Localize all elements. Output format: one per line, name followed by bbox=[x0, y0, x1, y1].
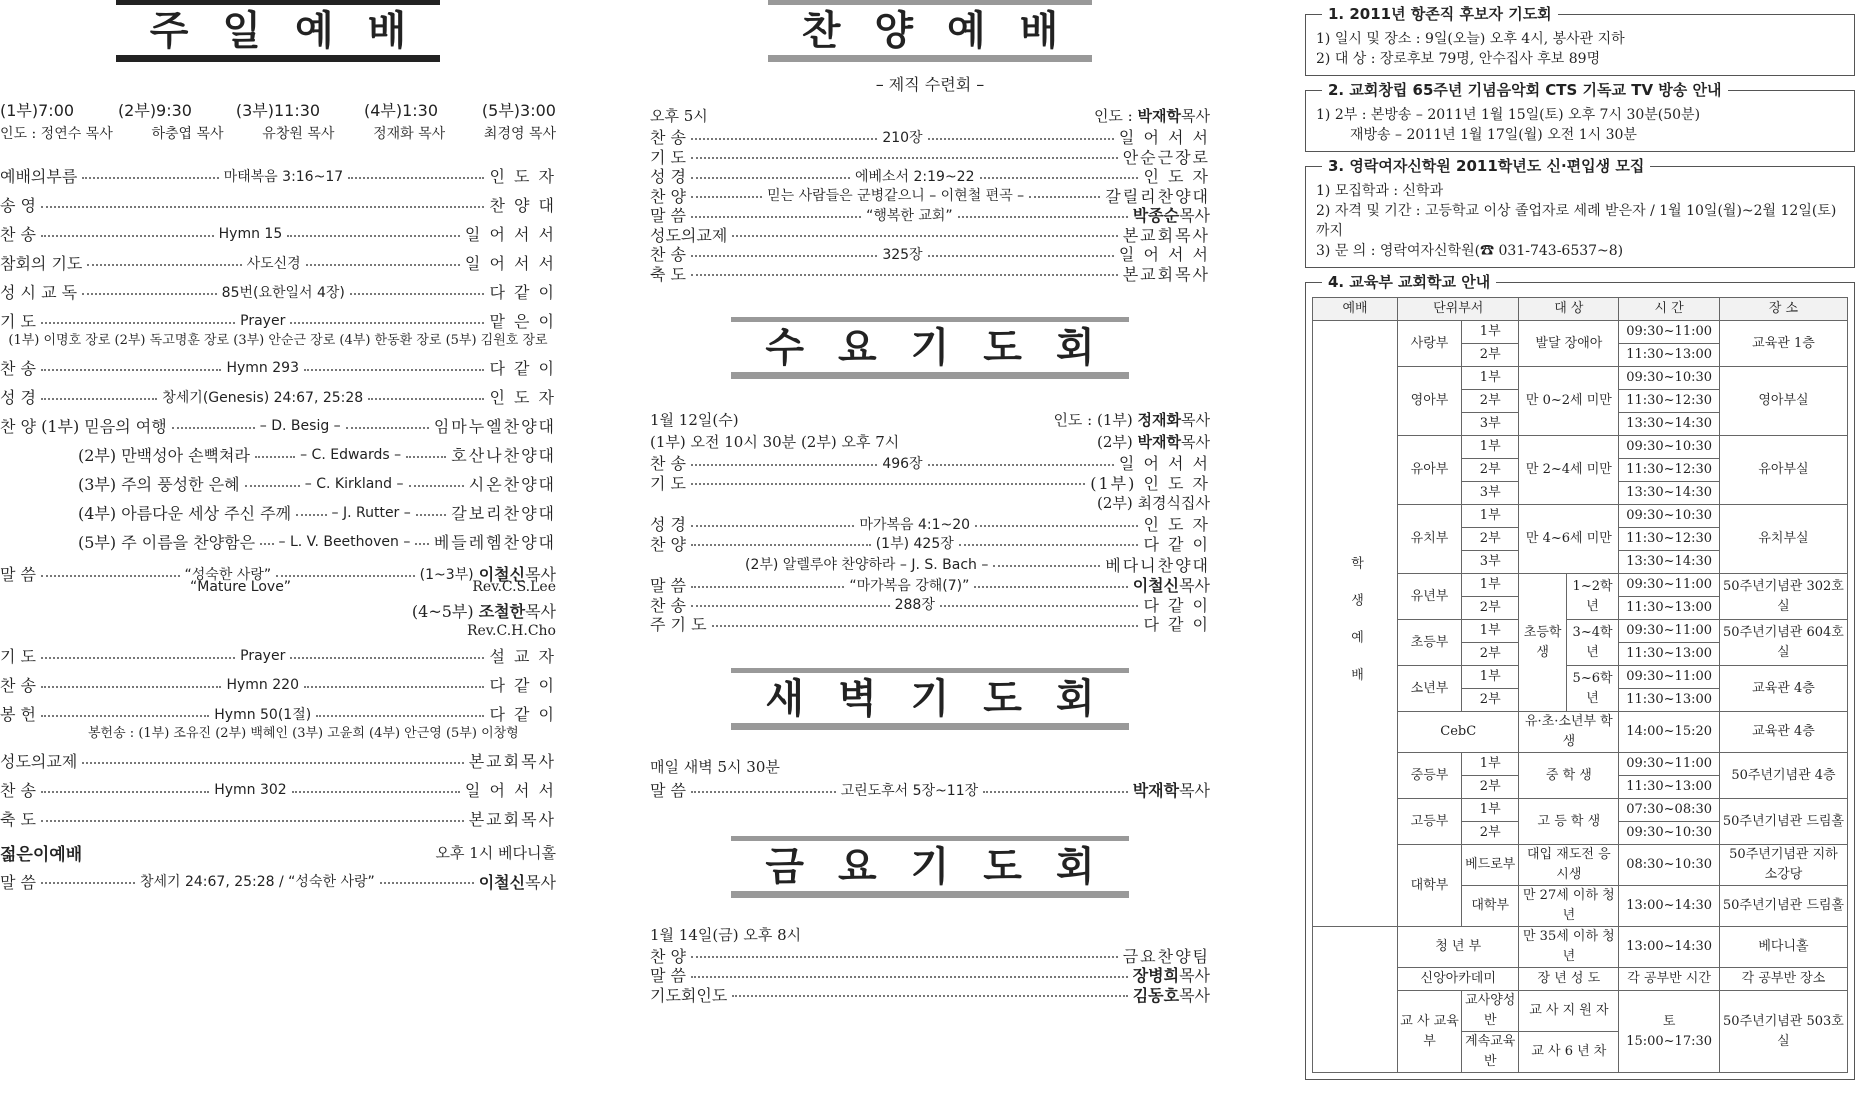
table-cell: 유치부실 bbox=[1719, 505, 1847, 574]
table-cell: 베다니홀 bbox=[1719, 927, 1847, 968]
service-leader: 최경영 목사 bbox=[483, 126, 556, 142]
program-line bbox=[650, 166, 1210, 186]
table-cell: 09:30~11:00 bbox=[1619, 666, 1720, 689]
table-cell: 13:30~14:30 bbox=[1619, 551, 1720, 574]
line-label: (4부) 아름다운 세상 주신 주께 bbox=[78, 504, 292, 523]
table-cell: 50주년기념관 드림홀 bbox=[1719, 799, 1847, 845]
program-line bbox=[650, 264, 1210, 284]
service-time: (2부)9:30 bbox=[117, 101, 192, 120]
line-responsible: 갈보리찬양대 bbox=[451, 504, 556, 523]
notice-2: 2. 교회창립 65주년 기념음악회 CTS 기독교 TV 방송 안내 1) 2부 : 본방송 – 2011년 1월 15일(토) 오후 7시 30분(50분) 재방송 – 2011년 1월 17일(월) 오전 1시 30분 bbox=[1305, 90, 1855, 152]
line-responsible: 다 같 이 bbox=[1143, 595, 1211, 615]
line-content: 창세기(Genesis) 24:67, 25:28 bbox=[162, 389, 364, 406]
program-line bbox=[650, 614, 1210, 634]
table-cell: 교 사 지 원 자 bbox=[1519, 991, 1619, 1032]
table-cell: 2부 bbox=[1462, 689, 1519, 712]
line-label: 찬 송 bbox=[0, 225, 36, 244]
table-cell: 고 등 학 생 bbox=[1519, 799, 1619, 845]
table-cell: 50주년기념관 4층 bbox=[1719, 753, 1847, 799]
line-content: “행복한 교회” bbox=[866, 207, 953, 224]
line-label: 참회의 기도 bbox=[0, 254, 83, 273]
table-cell: 영아부 bbox=[1398, 367, 1462, 436]
table-cell: 2부 bbox=[1462, 822, 1519, 845]
table-cell: 09:30~10:30 bbox=[1619, 822, 1720, 845]
program-line bbox=[650, 205, 1210, 225]
table-cell: 09:30~11:00 bbox=[1619, 753, 1720, 776]
line-content: 210장 bbox=[882, 129, 923, 146]
line-label: 말 씀 bbox=[650, 206, 686, 226]
offering-note: 봉헌송 : (1부) 조유진 (2부) 백혜인 (3부) 고윤희 (4부) 안근영 (5부) 이창형 bbox=[88, 726, 519, 741]
table-cell: 대학부 bbox=[1398, 845, 1462, 927]
wednesday-prayer-banner: 수요기도회 bbox=[650, 317, 1210, 379]
table-cell: 시 간 bbox=[1619, 298, 1720, 321]
service-leader: 유창원 목사 bbox=[262, 126, 335, 142]
line-content: – C. Kirkland – bbox=[304, 475, 404, 492]
order-of-worship bbox=[0, 161, 556, 335]
line-responsible: 본교회목사 bbox=[1122, 225, 1210, 245]
table-cell: 유아부 bbox=[1398, 436, 1462, 505]
program-line bbox=[0, 804, 556, 833]
line-label: 봉 헌 bbox=[0, 705, 36, 724]
table-cell: 각 공부반 장소 bbox=[1719, 968, 1847, 991]
line-label: (2부) 만백성아 손뼉쳐라 bbox=[78, 446, 250, 465]
line-content: 496장 bbox=[882, 455, 923, 472]
line-responsible: 다 같 이 bbox=[1143, 615, 1210, 635]
line-label: 성 경 bbox=[650, 167, 686, 187]
table-cell: 09:30~10:30 bbox=[1619, 436, 1720, 459]
line-content: – D. Besig – bbox=[259, 417, 341, 434]
program-line bbox=[0, 190, 556, 219]
line-responsible: 일 어 서 서 bbox=[464, 781, 556, 800]
table-cell: 사랑부 bbox=[1398, 321, 1462, 367]
table-cell: 토15:00~17:30 bbox=[1619, 991, 1720, 1073]
program-line bbox=[650, 453, 1210, 473]
line-label: 성도의교제 bbox=[650, 225, 728, 245]
table-cell: 09:30~11:00 bbox=[1619, 321, 1720, 344]
table-cell: 교육관 4층 bbox=[1719, 712, 1847, 753]
line-label: 주 기 도 bbox=[650, 615, 707, 635]
notice-3: 3. 영락여자신학원 2011학년도 신·편입생 모집 1) 모집학과 : 신학과 2) 자격 및 기간 : 고등학교 이상 졸업자로 세례 받은자 / 1월 10일(월)~2월 12일(토)까지 3) 문 의 : 영락여자신학원(☎ 031-743-6537~8) bbox=[1305, 166, 1855, 268]
line-responsible: 다 같 이 bbox=[489, 705, 556, 724]
program-line bbox=[0, 440, 556, 469]
table-cell: 09:30~11:00 bbox=[1619, 620, 1720, 643]
dawn-prayer-banner: 새벽기도회 bbox=[650, 668, 1210, 730]
program-line bbox=[650, 147, 1210, 167]
table-cell: 11:30~13:00 bbox=[1619, 597, 1720, 620]
program-line bbox=[0, 527, 556, 556]
table-cell: 대입 재도전 응시생 bbox=[1519, 845, 1619, 886]
table-cell: 대 상 bbox=[1519, 298, 1619, 321]
table-cell: 3부 bbox=[1462, 551, 1519, 574]
table-cell: 13:30~14:30 bbox=[1619, 413, 1720, 436]
program-line bbox=[650, 127, 1210, 147]
line-content: 85번(요한일서 4장) bbox=[221, 284, 345, 301]
line-label: 성 경 bbox=[0, 388, 36, 407]
line-label: 찬 송 bbox=[0, 781, 36, 800]
table-cell: 영아부실 bbox=[1719, 367, 1847, 436]
line-content: 에베소서 2:19~22 bbox=[854, 168, 975, 185]
line-label: 기 도 bbox=[650, 147, 686, 167]
table-cell: 13:00~14:30 bbox=[1619, 927, 1720, 968]
table-cell: 고등부 bbox=[1398, 799, 1462, 845]
line-content: Hymn 220 bbox=[226, 676, 299, 693]
table-cell: 교 사 교육부 bbox=[1398, 991, 1462, 1073]
table-cell: CebC bbox=[1398, 712, 1519, 753]
line-responsible: 일 어 서 서 bbox=[464, 225, 556, 244]
program-line bbox=[650, 473, 1210, 493]
line-responsible: 인 도 자 bbox=[489, 167, 557, 186]
table-cell: 소년부 bbox=[1398, 666, 1462, 712]
table-cell: 단위부서 bbox=[1398, 298, 1519, 321]
program-line bbox=[650, 514, 1210, 534]
line-content: – L. V. Beethoven – bbox=[278, 533, 411, 550]
table-cell: 11:30~13:00 bbox=[1619, 643, 1720, 666]
table-cell: 1부 bbox=[1462, 799, 1519, 822]
service-leader: 하충엽 목사 bbox=[151, 126, 224, 142]
table-cell bbox=[1313, 927, 1398, 1073]
table-cell: 50주년기념관 지하 소강당 bbox=[1719, 845, 1847, 886]
service-leader: 인도 : 정연수 목사 bbox=[0, 126, 113, 142]
table-cell: 1부 bbox=[1462, 574, 1519, 597]
service-time: (4부)1:30 bbox=[363, 101, 439, 120]
line-content: 288장 bbox=[894, 597, 935, 614]
table-cell: 11:30~13:00 bbox=[1619, 344, 1720, 367]
line-content: 마태복음 3:16~17 bbox=[223, 168, 344, 185]
table-cell: 3~4학년 bbox=[1566, 620, 1618, 666]
line-label: 예배의부름 bbox=[0, 167, 78, 186]
program-line bbox=[650, 186, 1210, 206]
table-cell: 09:30~10:30 bbox=[1619, 367, 1720, 390]
table-cell: 2부 bbox=[1462, 776, 1519, 799]
program-line bbox=[0, 641, 556, 670]
line-responsible: 인 도 자 bbox=[1143, 167, 1211, 187]
program-line bbox=[0, 277, 556, 306]
line-responsible: 인 도 자 bbox=[1143, 515, 1211, 535]
line-responsible: 베들레헴찬양대 bbox=[433, 533, 557, 552]
line-content: 사도신경 bbox=[246, 255, 301, 272]
line-content: (1부) 425장 bbox=[875, 536, 954, 553]
line-label: 말 씀 bbox=[650, 966, 686, 986]
table-cell: 발달 장애아 bbox=[1519, 321, 1619, 367]
line-label: 기도회인도 bbox=[650, 985, 728, 1005]
program-line bbox=[0, 746, 556, 775]
table-cell: 11:30~12:30 bbox=[1619, 528, 1720, 551]
announcements-column bbox=[1305, 0, 1855, 1094]
prayer-note: (1부) 이명호 장로 (2부) 독고명훈 장로 (3부) 안순근 장로 (4부) 한동환 장로 (5부) 김원호 장로 bbox=[8, 333, 548, 348]
line-responsible: 다 같 이 bbox=[1143, 534, 1211, 554]
line-label: (3부) 주의 풍성한 은혜 bbox=[78, 475, 240, 494]
table-cell: 1부 bbox=[1462, 436, 1519, 459]
table-cell: 50주년기념관 604호실 bbox=[1719, 620, 1847, 666]
table-cell: 학 생 예 배 bbox=[1313, 321, 1398, 927]
table-row bbox=[1313, 298, 1848, 321]
line-responsible: 금요찬양팀 bbox=[1122, 946, 1210, 966]
line-responsible: 박종순목사 bbox=[1132, 206, 1210, 226]
line-label: 찬 송 bbox=[650, 245, 686, 265]
line-responsible: 장병희목사 bbox=[1132, 966, 1210, 986]
line-label: 찬 송 bbox=[650, 128, 686, 148]
program-line bbox=[0, 382, 556, 411]
table-cell: 만 27세 이하 청년 bbox=[1519, 886, 1619, 927]
table-cell: 3부 bbox=[1462, 413, 1519, 436]
table-cell: 장 소 bbox=[1719, 298, 1847, 321]
line-label: 찬 송 bbox=[0, 676, 36, 695]
table-cell: 2부 bbox=[1462, 597, 1519, 620]
table-cell: 2부 bbox=[1462, 528, 1519, 551]
friday-prayer-banner: 금요기도회 bbox=[650, 836, 1210, 898]
line-label: 성도의교제 bbox=[0, 752, 78, 771]
program-line bbox=[650, 225, 1210, 245]
table-cell: 계속교육반 bbox=[1462, 1032, 1519, 1073]
program-line bbox=[650, 985, 1210, 1005]
program-line bbox=[0, 498, 556, 527]
youth-worship: 젊은이예배 오후 1시 베다니홀 말 씀 창세기 24:67, 25:28 / “성숙한 사랑” 이철신 목사 bbox=[0, 843, 557, 892]
table-cell: 유치부 bbox=[1398, 505, 1462, 574]
program-line bbox=[650, 575, 1210, 595]
sunday-worship-banner: 주일예배 bbox=[0, 0, 556, 62]
line-content: Prayer bbox=[240, 312, 286, 329]
table-cell: 1부 bbox=[1462, 666, 1519, 689]
program-line bbox=[0, 248, 556, 277]
table-cell: 예배 bbox=[1313, 298, 1398, 321]
program-line bbox=[650, 946, 1210, 966]
line-responsible: 일 어 서 서 bbox=[464, 254, 557, 273]
line-responsible: 찬 양 대 bbox=[489, 196, 556, 215]
line-responsible: 갈릴리찬양대 bbox=[1105, 186, 1210, 206]
table-cell: 교육관 1층 bbox=[1719, 321, 1847, 367]
line-label: 찬 양 bbox=[650, 534, 686, 554]
praise-worship-banner: 찬양예배 bbox=[650, 0, 1210, 62]
program-line bbox=[0, 353, 556, 382]
church-school-table bbox=[1312, 297, 1848, 1073]
line-responsible: 다 같 이 bbox=[489, 359, 557, 378]
table-cell: 초등부 bbox=[1398, 620, 1462, 666]
line-content: Prayer bbox=[240, 647, 286, 664]
table-cell: 14:00~15:20 bbox=[1619, 712, 1720, 753]
service-leader: 정재화 목사 bbox=[373, 126, 446, 142]
table-cell: 만 2~4세 미만 bbox=[1519, 436, 1619, 505]
line-content: Hymn 293 bbox=[226, 359, 299, 376]
service-time: (1부)7:00 bbox=[0, 101, 75, 120]
line-responsible: 맡 은 이 bbox=[489, 312, 557, 331]
line-label: 축 도 bbox=[0, 810, 36, 829]
line-content: Hymn 302 bbox=[214, 781, 287, 798]
line-label: (5부) 주 이름을 찬양함은 bbox=[78, 533, 256, 552]
table-cell: 07:30~08:30 bbox=[1619, 799, 1720, 822]
line-content: – J. Rutter – bbox=[331, 504, 411, 521]
line-responsible: 인 도 자 bbox=[489, 388, 557, 407]
line-content: Hymn 15 bbox=[218, 225, 283, 242]
notice-1: 1. 2011년 항존직 후보자 기도회 1) 일시 및 장소 : 9일(오늘) 오후 4시, 봉사관 지하 2) 대 상 : 장로후보 79명, 안수집사 후보 89명 bbox=[1305, 14, 1855, 76]
line-responsible: 일 어 서 서 bbox=[1118, 245, 1210, 265]
line-label: 찬 송 bbox=[650, 595, 686, 615]
table-cell: 3부 bbox=[1462, 482, 1519, 505]
line-responsible: 안순근장로 bbox=[1122, 147, 1210, 167]
table-cell: 2부 bbox=[1462, 459, 1519, 482]
table-cell: 중등부 bbox=[1398, 753, 1462, 799]
program-line bbox=[0, 670, 556, 699]
table-cell: 1부 bbox=[1462, 505, 1519, 528]
program-line bbox=[0, 161, 556, 190]
line-responsible: 다 같 이 bbox=[489, 283, 557, 302]
table-cell: 11:30~12:30 bbox=[1619, 459, 1720, 482]
sunday-worship-column bbox=[0, 0, 556, 895]
line-responsible: 김동호목사 bbox=[1132, 985, 1210, 1005]
praise-subtitle: – 제직 수련회 – bbox=[875, 75, 985, 94]
line-responsible: 일 어 서 서 bbox=[1118, 128, 1210, 148]
program-line bbox=[650, 595, 1210, 615]
table-cell: 2부 bbox=[1462, 643, 1519, 666]
program-line bbox=[0, 775, 556, 804]
table-cell: 50주년기념관 드림홀 bbox=[1719, 886, 1847, 927]
table-cell: 중 학 생 bbox=[1519, 753, 1619, 799]
table-row bbox=[1313, 927, 1848, 968]
table-cell: 5~6학년 bbox=[1566, 666, 1618, 712]
table-cell: 유아부실 bbox=[1719, 436, 1847, 505]
table-cell: 만 4~6세 미만 bbox=[1519, 505, 1619, 574]
table-cell: 1부 bbox=[1462, 753, 1519, 776]
line-label: 찬 송 bbox=[650, 454, 686, 474]
table-cell: 교육관 4층 bbox=[1719, 666, 1847, 712]
line-responsible: 설 교 자 bbox=[489, 647, 557, 666]
table-cell: 09:30~11:00 bbox=[1619, 574, 1720, 597]
program-line bbox=[650, 244, 1210, 264]
table-cell: 각 공부반 시간 bbox=[1619, 968, 1720, 991]
table-cell: 11:30~12:30 bbox=[1619, 390, 1720, 413]
line-label: 기 도 bbox=[650, 473, 686, 493]
program-line bbox=[0, 469, 556, 498]
table-cell: 교 사 6 년 차 bbox=[1519, 1032, 1619, 1073]
line-responsible: 다 같 이 bbox=[489, 676, 557, 695]
line-responsible: (1부) 인 도 자 bbox=[1090, 473, 1210, 493]
program-line bbox=[650, 534, 1210, 554]
table-cell: 50주년기념관 503호실 bbox=[1719, 991, 1847, 1073]
table-cell: 2부 bbox=[1462, 390, 1519, 413]
table-cell: 08:30~10:30 bbox=[1619, 845, 1720, 886]
line-label: 말 씀 bbox=[650, 576, 686, 596]
program-line bbox=[0, 219, 556, 248]
line-label: 기 도 bbox=[0, 312, 36, 331]
line-label: 성 시 교 독 bbox=[0, 283, 78, 302]
service-time: (5부)3:00 bbox=[481, 101, 556, 120]
line-content: 믿는 사람들은 군병같으니 – 이현철 편곡 – bbox=[767, 188, 1025, 205]
table-cell: 청 년 부 bbox=[1398, 927, 1519, 968]
line-content: Hymn 50(1절) bbox=[214, 706, 312, 723]
other-services-column: 찬양예배 – 제직 수련회 – 오후 5시 인도 : 박재학목사 찬 송 210장 일 어 서 서 기 도 안순근장로 성 경 에베소서 2:19~22 인 도 자 찬 양 믿는 사람들은 군병같으니 – 이현철 편곡 – 갈릴리찬양대 말 씀 “행복한 교회” 박종순목사 성도의교제 본교회목사 찬 송 325장 일 어 서 서 축 도 본교회목사 수요기도회 1월 12일(수) 인도 : (1부) 정재화목사 (1부) 오전 10시 30분 (2부) 오후 7시 (2부) 박재학목사 찬 송 496장 일 어 서 서 기 도 (1부) 인 도 자 (2부) 최경식집사 성 경 마가복음 4:1~20 인 도 자 찬 양 (1부) 425장 다 같 이 (2부) 알렐루야 찬양하라 – J. S. Bach – 베다니찬양대 말 씀 “마가복음 강해(7)” 이철신목사 찬 송 288장 다 같 이 주 기 도 다 같 이 새벽기도회 매일 새벽 5시 30분 말 씀 고린도후서 5장~11장 박재학 목사 금요기도회 1월 14일(금) 오후 8시 찬 양 금요찬양팀 말 씀 장병희목사 기도회인도 김동호목사 bbox=[650, 0, 1210, 1004]
line-responsible: 호산나찬양대 bbox=[451, 446, 557, 465]
notice-4-school-table: 4. 교육부 교회학교 안내 예배 단위부서 대 상 시 간 장 소 학 생 예 배 사랑부 1부 발달 장애아 09:30~11:00 교육관 1층 2부 11:30~13:00 영아부 1부 만 0~2세 미만 09:30~10:30 영아부실 2부 11:30~12:30 3부 13:30~14:30 유아부 1부 만 2~4세 미만 09:30~10:30 유아부실 2부 11:30~12:30 3부 13:30~14:30 유치부 1부 만 4~6세 미만 09:30~10:30 유치부실 2부 11:30~12:30 3부 13:30~14:30 유년부 1부 초등학생 1~2학년 09:30~11:00 50주년기념관 302호실 2부 11:30~13:00 초등부 1부 3~4학년 09:30~11:00 50주년기념관 604호실 2부 11:30~13:00 소년부 1부 5~6학년 09:30~11:00 교육관 4층 2부 11:30~13:00 CebC 유·초·소년부 학생 14:00~15:20 교육관 4층 중등부 1부 중 학 생 09:30~11:00 50주년기념관 4층 2부 11:30~13:00 고등부 1부 고 등 학 생 07:30~08:30 50주년기념관 드림홀 2부 09:30~10:30 대학부 베드로부 대입 재도전 응시생 08:30~10:30 50주년기념관 지하 소강당 대학부 만 27세 이하 청년 13:00~14:30 50주년기념관 드림홀 청 년 부 만 35세 이하 청년 13:00~14:30 베다니홀 신앙아카데미 장 년 성 도 각 공부반 시간 각 공부반 장소 교 사 교육부 교사양성반 교 사 지 원 자 토15:00~17:30 50주년기념관 503호실 계속교육반 교 사 6 년 차 bbox=[1305, 282, 1855, 1080]
service-time: (3부)11:30 bbox=[235, 101, 321, 120]
line-label: 송 영 bbox=[0, 196, 36, 215]
line-responsible: 본교회목사 bbox=[1122, 264, 1210, 284]
line-responsible: 일 어 서 서 bbox=[1118, 454, 1210, 474]
line-label: 축 도 bbox=[650, 264, 686, 284]
table-cell: 11:30~13:00 bbox=[1619, 689, 1720, 712]
line-responsible: 시온찬양대 bbox=[468, 475, 557, 494]
table-cell: 유년부 bbox=[1398, 574, 1462, 620]
table-cell: 09:30~10:30 bbox=[1619, 505, 1720, 528]
sermon-block: 말 씀 “성숙한 사랑” (1~3부) 이철신 목사 “Mature Love” Rev.C.S.Lee (4~5부) 조철한목사 Rev.C.H.Cho bbox=[0, 565, 556, 639]
line-label: 찬 양 (1부) 믿음의 여행 bbox=[0, 417, 167, 436]
table-cell: 초등학생 bbox=[1519, 574, 1566, 712]
line-content: 마가복음 4:1~20 bbox=[859, 516, 971, 533]
line-responsible: 본교회목사 bbox=[468, 752, 556, 771]
line-label: 찬 양 bbox=[650, 946, 686, 966]
table-cell: 13:30~14:30 bbox=[1619, 482, 1720, 505]
table-cell: 베드로부 bbox=[1462, 845, 1519, 886]
table-cell: 1부 bbox=[1462, 367, 1519, 390]
line-responsible: 임마누엘찬양대 bbox=[433, 417, 557, 436]
table-cell: 2부 bbox=[1462, 344, 1519, 367]
table-cell: 대학부 bbox=[1462, 886, 1519, 927]
table-cell: 1~2학년 bbox=[1566, 574, 1618, 620]
line-label: 성 경 bbox=[650, 515, 686, 535]
line-label: 찬 양 bbox=[650, 186, 686, 206]
line-responsible: 본교회목사 bbox=[468, 810, 556, 829]
line-content: – C. Edwards – bbox=[300, 446, 402, 463]
table-cell: 11:30~13:00 bbox=[1619, 776, 1720, 799]
line-content: “마가복음 강해(7)” bbox=[849, 577, 970, 594]
table-cell: 유·초·소년부 학생 bbox=[1519, 712, 1619, 753]
table-cell: 1부 bbox=[1462, 620, 1519, 643]
table-cell: 교사양성반 bbox=[1462, 991, 1519, 1032]
program-line bbox=[0, 411, 556, 440]
service-times bbox=[0, 98, 556, 143]
table-cell: 만 0~2세 미만 bbox=[1519, 367, 1619, 436]
table-cell: 1부 bbox=[1462, 321, 1519, 344]
table-row bbox=[1313, 321, 1848, 344]
table-cell: 신앙아카데미 bbox=[1398, 968, 1519, 991]
line-label: 찬 송 bbox=[0, 359, 36, 378]
table-cell: 13:00~14:30 bbox=[1619, 886, 1720, 927]
line-label: 기 도 bbox=[0, 647, 36, 666]
program-line bbox=[650, 965, 1210, 985]
table-cell: 만 35세 이하 청년 bbox=[1519, 927, 1619, 968]
line-responsible: 이철신목사 bbox=[1132, 576, 1211, 596]
table-cell: 장 년 성 도 bbox=[1519, 968, 1619, 991]
line-content: 325장 bbox=[882, 246, 923, 263]
table-cell: 50주년기념관 302호실 bbox=[1719, 574, 1847, 620]
